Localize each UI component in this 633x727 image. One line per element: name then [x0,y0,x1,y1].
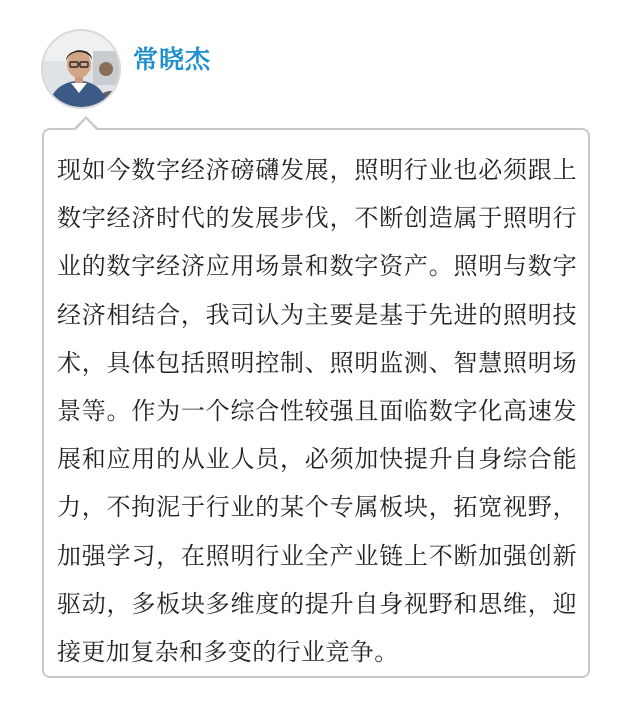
avatar [41,29,121,109]
author-name: 常晓杰 [133,45,212,74]
quote-pointer-fill [75,119,97,131]
person-photo-icon [43,31,119,107]
quote-text: 现如今数字经济磅礴发展，照明行业也必须跟上数字经济时代的发展步伐，不断创造属于照明行业的数字经济应用场景和数字资产。照明与数字经济相结合，我司认为主要是基于先进的照明技术，具体包括照明控制、照明监测、智慧照明场景等。作为一个综合性较强且面临数字化高速发展和应用的从业人员，必须加快提升自身综合能力，不拘泥于行业的某个专属板块，拓宽视野，加强学习，在照明行业全产业链上不断加强创新驱动，多板块多维度的提升自身视野和思维，迎接更加复杂和多变的行业竞争。 [57,156,577,667]
